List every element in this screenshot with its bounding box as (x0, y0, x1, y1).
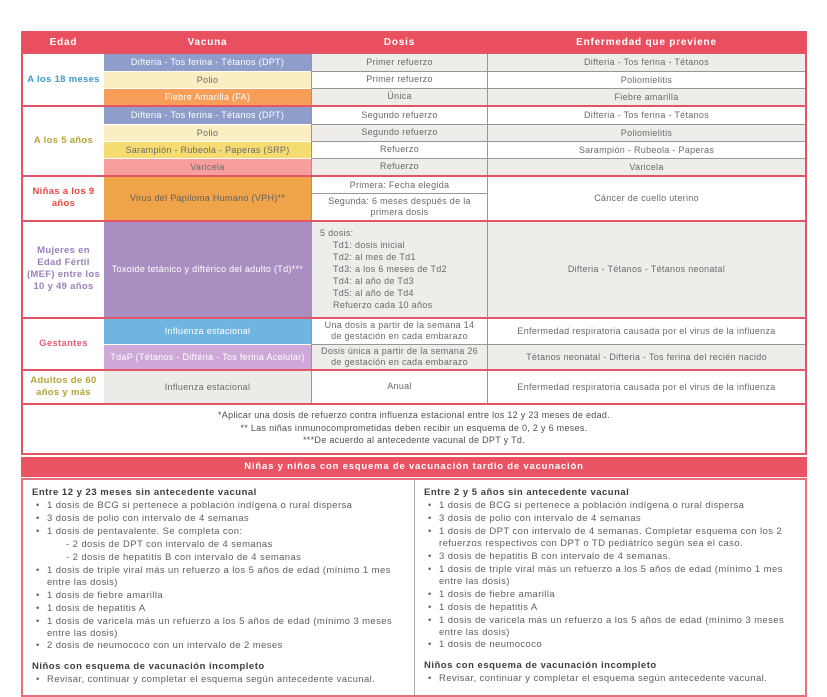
table-row (104, 371, 805, 403)
dose-cell: Primer refuerzo (311, 54, 488, 71)
list-item: • Revisar, continuar y completar el esquema según antecedente vacunal. (424, 673, 795, 685)
age-cell: A los 18 meses (27, 73, 100, 85)
list-item: • 1 dosis de triple viral más un refuerzo a los 5 años de edad (mínimo 1 mes entre las dosis) (32, 565, 404, 589)
vaccine-cell: Difteria - Tos ferina - Tétanos (DPT) (104, 107, 311, 124)
list-item: • 2 dosis de neumococo con un intervalo de 2 meses (32, 640, 404, 652)
table-row (104, 141, 805, 158)
vaccine-cell: Toxoide tetánico y diftérico del adulto (Td)*** (104, 222, 311, 317)
dose-line: Td1: dosis inicial (333, 239, 405, 250)
list-item: • 1 dosis de BCG si pertenece a población indígena o rural dispersa (32, 500, 404, 512)
dose-cell-segunda: Segunda: 6 meses después de la primera dosis (312, 194, 487, 220)
header-enfermedad: Enfermedad que previene (576, 37, 717, 48)
vaccine-cell: Fiebre Amarilla (FA) (104, 88, 311, 105)
footnote-line: *Aplicar una dosis de refuerzo contra influenza estacional entre los 12 y 23 meses de edad. (217, 410, 611, 421)
disease-cell: Poliomielitis (488, 71, 805, 88)
list-item: • 1 dosis de fiebre amarilla (424, 589, 795, 601)
late-right-title: Entre 2 y 5 años sin antecedente vacunal (424, 486, 630, 498)
table-row (104, 344, 805, 369)
group-gestantes (23, 317, 805, 370)
vaccine-cell: TdaP (Tétanos - Diftéria - Tos ferina Acelular) (104, 344, 311, 369)
late-schedule-banner: Niñas y niños con esquema de vacunación tardio de vacunación (21, 457, 807, 477)
list-item: • Revisar, continuar y completar el esquema según antecedente vacunal. (32, 674, 404, 686)
header-edad: Edad (49, 37, 78, 48)
dose-cell: Una dosis a partir de la semana 14 de gestación en cada embarazo (311, 319, 488, 344)
table-row (104, 88, 805, 105)
age-cell: Gestantes (39, 337, 88, 349)
vaccine-cell: Influenza estacional (104, 371, 311, 403)
dose-cell: Primer refuerzo (311, 71, 488, 88)
list-item: • 1 dosis de fiebre amarilla (32, 590, 404, 602)
late-right-subtitle: Niños con esquema de vacunación incompleto (424, 660, 657, 672)
late-column-2-5-anos (414, 480, 805, 696)
table-row (104, 124, 805, 141)
late-left-list (32, 500, 404, 653)
table-row (104, 71, 805, 88)
dose-cell: Única (311, 88, 488, 105)
age-cell: Adultos de 60 años y más (30, 375, 97, 399)
dose-cell (311, 222, 488, 317)
dose-line: Td5: al año de Td4 (333, 288, 414, 299)
dose-cell: Refuerzo (311, 141, 488, 158)
vaccine-cell: Difteria - Tos ferina - Tétanos (DPT) (104, 54, 311, 71)
header-vacuna: Vacuna (187, 37, 228, 48)
age-cell: Niñas a los 9 años (32, 186, 95, 210)
disease-cell: Sarampión - Rubeola - Paperas (488, 141, 805, 158)
late-right-list (424, 500, 795, 652)
disease-cell: Difteria - Tétanos - Tétanos neonatal (488, 222, 805, 317)
disease-cell: Fiebre amarilla (488, 88, 805, 105)
group-9-anos-vph (23, 175, 805, 220)
late-right-sublist (424, 673, 795, 685)
list-item: • 1 dosis de BCG si pertenece a población indígena o rural dispersa (424, 500, 795, 512)
dose-line: Td4: al año de Td3 (333, 276, 414, 287)
dose-line: Refuerzo cada 10 años (333, 300, 433, 311)
late-column-12-23-meses (23, 480, 414, 696)
dose-cell: Segundo refuerzo (311, 107, 488, 124)
dose-stack (311, 177, 488, 220)
late-left-subtitle: Niños con esquema de vacunación incompleto (32, 661, 265, 673)
disease-cell: Enfermedad respiratoria causada por el virus de la influenza (488, 371, 805, 403)
disease-cell: Varicela (488, 158, 805, 175)
vaccine-cell: Influenza estacional (104, 319, 311, 344)
late-left-sublist (32, 674, 404, 686)
group-mef-td (23, 220, 805, 317)
vaccination-table (21, 31, 807, 455)
disease-cell: Enfermedad respiratoria causada por el virus de la influenza (488, 319, 805, 344)
late-left-title: Entre 12 y 23 meses sin antecedente vacunal (32, 486, 257, 498)
disease-cell: Difteria - Tos ferina - Tétanos (488, 107, 805, 124)
footnote-line: ** Las niñas inmunocomprometidas deben recibir un esquema de 0, 2 y 6 meses. (240, 422, 588, 433)
footnotes (23, 403, 805, 453)
list-item: • 3 dosis de hepatitis B con intervalo de 4 semanas. (424, 551, 795, 563)
dose-line: Td3: a los 6 meses de Td2 (333, 264, 447, 275)
list-subitem: - 2 dosis de DPT con intervalo de 4 semanas (66, 538, 273, 550)
list-item: • 3 dosis de polio con intervalo de 4 semanas (424, 513, 795, 525)
disease-cell: Cáncer de cuello uterino (488, 177, 805, 220)
dose-cell: Anual (311, 371, 488, 403)
disease-cell: Difteria - Tos ferina - Tétanos (488, 54, 805, 71)
table-row (104, 54, 805, 71)
list-item: • 3 dosis de polio con intervalo de 4 semanas (32, 513, 404, 525)
group-18-meses (23, 52, 805, 105)
dose-cell: Dosis única a partir de la semana 26 de gestación en cada embarazo (311, 344, 488, 369)
vaccine-cell: Polio (104, 124, 311, 141)
vaccine-cell: Varicela (104, 158, 311, 175)
list-item: • 1 dosis de hepatitis A (32, 603, 404, 615)
dose-cell: Refuerzo (311, 158, 488, 175)
group-adultos-60 (23, 369, 805, 403)
list-item: • 1 dosis de neumococo (424, 639, 795, 651)
list-subitem: - 2 dosis de hepatitis B con intervalo de 4 semanas (66, 551, 302, 563)
late-schedule-box (21, 478, 807, 697)
vaccine-cell: Virus del Papiloma Humano (VPH)** (104, 177, 311, 220)
table-row (104, 319, 805, 344)
dose-cell: Segundo refuerzo (311, 124, 488, 141)
vaccine-cell: Sarampión - Rubeola - Paperas (SRP) (104, 141, 311, 158)
dose-line: 5 dosis: (320, 227, 354, 238)
disease-cell: Poliomielitis (488, 124, 805, 141)
list-item: • 1 dosis de pentavalente. Se completa con: (32, 526, 404, 538)
age-cell: Mujeres en Edad Fértil (MEF) entre los 10 y 49 años (26, 245, 101, 292)
list-item: • 1 dosis de varicela más un refuerzo a los 5 años de edad (mínimo 3 meses entre las dosis) (424, 615, 795, 639)
header-dosis: Dosis (383, 37, 416, 48)
table-row (104, 158, 805, 175)
dose-cell-primera: Primera: Fecha elegida (312, 177, 487, 194)
dose-line: Td2: al mes de Td1 (333, 251, 416, 262)
age-cell: A los 5 años (33, 135, 94, 147)
list-item: • 1 dosis de triple viral más un refuerzo a los 5 años de edad (mínimo 1 mes entre las dosis) (424, 564, 795, 588)
vaccine-cell: Polio (104, 71, 311, 88)
group-5-anos (23, 105, 805, 175)
table-row (104, 107, 805, 124)
footnote-line: ***De acuerdo al antecedente vacunal de DPT y Td. (303, 435, 525, 446)
list-item: • 1 dosis de DPT con intervalo de 4 semanas. Completar esquema con los 2 refuerzos respectivos con DPT o TD pediátrico según sea el caso. (424, 526, 795, 550)
list-item: • 1 dosis de varicela más un refuerzo a los 5 años de edad (mínimo 3 meses entre las dosis) (32, 616, 404, 640)
list-item: • 1 dosis de hepatitis A (424, 602, 795, 614)
table-header-row (23, 33, 805, 52)
disease-cell: Tétanos neonatal - Difteria - Tos ferina del recién nacido (488, 344, 805, 369)
